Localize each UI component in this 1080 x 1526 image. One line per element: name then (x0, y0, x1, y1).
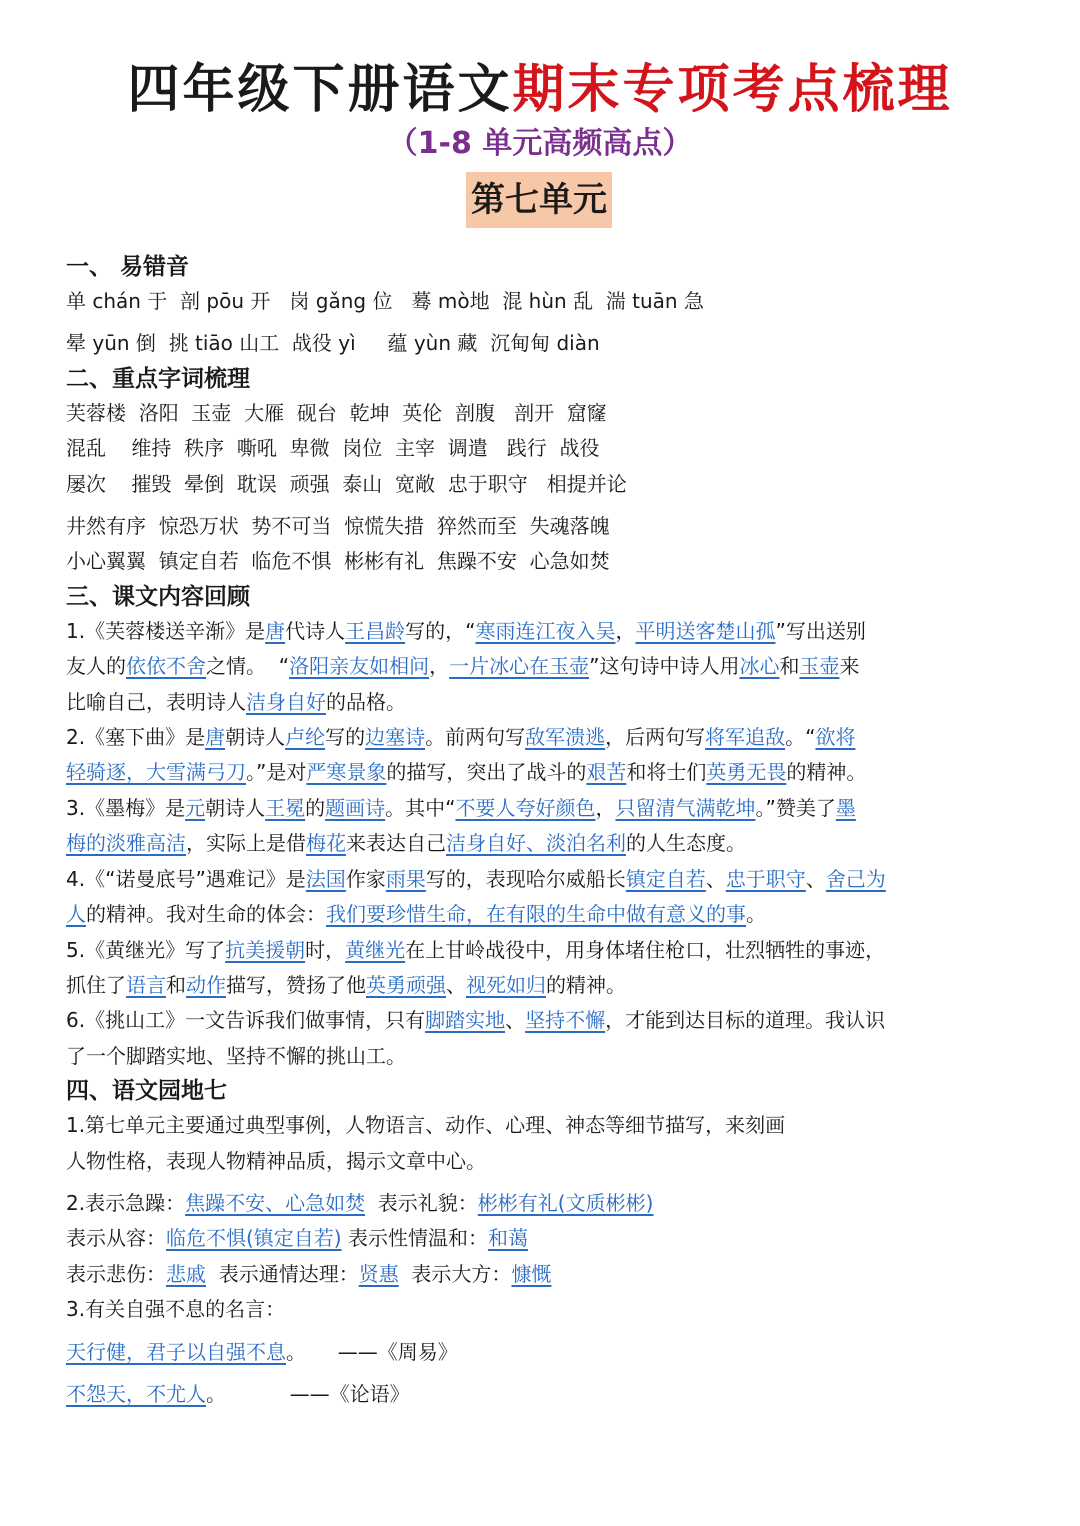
text-run: ， (615, 618, 636, 643)
answer-highlight: 雨果 (385, 866, 426, 891)
text-run: 3.有关自强不息的名言： (66, 1297, 286, 1322)
answer-highlight: 卢纶 (285, 725, 326, 750)
answer-highlight: 唐 (265, 618, 286, 643)
text-run: 和 (166, 972, 186, 997)
section (66, 1074, 1026, 1412)
section (66, 362, 1026, 580)
text-run: ， (595, 795, 616, 820)
text-line (66, 1144, 1026, 1179)
answer-highlight: 洁身自好 (246, 689, 326, 714)
page-subtitle: （1-8 单元高频高点） (387, 126, 693, 161)
text-run: 比喻自己，表明诗人 (66, 689, 246, 714)
text-line (66, 431, 1026, 466)
text-line (66, 968, 1026, 1003)
answer-highlight: 和蔼 (487, 1226, 528, 1251)
text-run: 屡次 摧毁 晕倒 耽误 顽强 泰山 宽敞 忠于职守 相提并论 (66, 471, 627, 496)
text-line (66, 933, 1026, 968)
answer-highlight: 英勇顽强 (366, 972, 446, 997)
text-run: 朝诗人 (205, 795, 266, 820)
text-run: 作家 (345, 866, 386, 891)
text-run: 。前两句写 (425, 725, 526, 750)
text-line (66, 1186, 1026, 1221)
text-run: 。“ (785, 725, 816, 750)
text-run: 抓住了 (66, 972, 126, 997)
text-line (66, 1335, 1026, 1370)
text-line (66, 544, 1026, 579)
document-body (66, 250, 1026, 1412)
answer-highlight: 慷慨 (511, 1261, 552, 1286)
text-run: 的精神。 (786, 760, 867, 785)
answer-highlight: 贤惠 (358, 1261, 399, 1286)
text-run: 表示性情温和： (341, 1226, 488, 1251)
text-run: 友人的 (66, 654, 126, 679)
text-run: 2.《塞下曲》是 (66, 725, 206, 750)
answer-highlight: 焦躁不安、心急如焚 (185, 1190, 366, 1215)
text-line (66, 1221, 1026, 1256)
answer-highlight: 欲将 (815, 725, 856, 750)
answer-highlight: 洁身自好、淡泊名利 (446, 831, 626, 856)
text-run: 。 ——《周易》 (286, 1339, 458, 1364)
answer-highlight: 黄继光 (345, 937, 406, 962)
text-run: 了一个脚踏实地、坚持不懈的挑山工。 (66, 1043, 406, 1068)
text-line (66, 284, 1026, 319)
text-line (66, 826, 1026, 861)
answer-highlight: 冰心 (739, 654, 780, 679)
answer-highlight: 洛阳亲友如相问 (289, 654, 430, 679)
text-run: 2.表示急躁： (66, 1190, 186, 1215)
answer-highlight: 唐 (205, 725, 226, 750)
text-run: 在上甘岭战役中，用身体堵住枪口，壮烈牺牲的事迹， (405, 937, 886, 962)
answer-highlight: 动作 (186, 972, 226, 997)
text-line (66, 509, 1026, 544)
answer-highlight: 寒雨连江夜入吴 (475, 618, 616, 643)
text-run: ，才能到达目标的道理。我认识 (605, 1008, 886, 1033)
text-run: 1.第七单元主要通过典型事例，人物语言、动作、心理、神态等细节描写，来刻画 (66, 1113, 786, 1138)
answer-highlight: 依依不舍 (126, 654, 206, 679)
text-run: 晕 yūn 倒 挑 tiāo 山工 战役 yì 蕴 yùn 藏 沉甸甸 diàn (66, 331, 600, 356)
text-run: 1.《芙蓉楼送辛渐》是 (66, 618, 266, 643)
section-heading: 一、 易错音 (66, 254, 190, 280)
text-run: 写的，“ (405, 618, 476, 643)
answer-highlight: 墨 (835, 795, 856, 820)
text-line (66, 649, 1026, 684)
text-run: 、 (505, 1008, 526, 1033)
text-line (66, 326, 1026, 361)
answer-highlight: 天行健，君子以自强不息 (66, 1339, 286, 1364)
text-run: 小心翼翼 镇定自若 临危不惧 彬彬有礼 焦躁不安 心急如焚 (66, 549, 610, 574)
text-run: ， (429, 654, 450, 679)
text-run: 。 ——《论语》 (206, 1381, 410, 1406)
text-run: 表示悲伤： (66, 1261, 166, 1286)
answer-highlight: 王昌龄 (345, 618, 406, 643)
answer-highlight: 玉壶 (799, 654, 840, 679)
section (66, 250, 1026, 362)
text-run: 的精神。我对生命的体会： (86, 902, 326, 927)
section-heading: 二、重点字词梳理 (66, 365, 250, 392)
text-line (66, 897, 1026, 932)
text-line (66, 862, 1026, 897)
title-red-part: 期末专项考点梳理 (512, 60, 953, 120)
text-run: 混乱 维持 秩序 嘶吼 卑微 岗位 主宰 调遣 践行 战役 (66, 436, 600, 461)
answer-highlight: 镇定自若 (625, 866, 706, 891)
text-run: 代诗人 (285, 618, 346, 643)
answer-highlight: 视死如归 (466, 972, 546, 997)
answer-highlight: 边塞诗 (365, 725, 426, 750)
answer-highlight: 轻骑逐，大雪满弓刀 (66, 760, 246, 785)
text-run: 的人生态度。 (626, 831, 746, 856)
answer-highlight: 梅花 (306, 831, 346, 856)
text-run: 写的，表现哈尔威船长 (425, 866, 626, 891)
title-black-part: 四年级下册语文 (127, 60, 513, 120)
text-run: 表示大方： (398, 1261, 512, 1286)
answer-highlight: 只留清气满乾坤 (615, 795, 756, 820)
text-run: 。”赞美了 (755, 795, 836, 820)
text-run: 井然有序 惊恐万状 势不可当 惊慌失措 猝然而至 失魂落魄 (66, 514, 610, 539)
answer-highlight: 艰苦 (586, 760, 627, 785)
text-run: 、 (705, 866, 726, 891)
text-run: 。其中“ (385, 795, 456, 820)
text-run: 的精神。 (546, 972, 626, 997)
answer-highlight: 题画诗 (325, 795, 386, 820)
answer-highlight: 不要人夸好颜色 (455, 795, 596, 820)
section-heading: 三、课文内容回顾 (66, 583, 250, 610)
text-run: 时， (305, 937, 346, 962)
text-line (66, 1292, 1026, 1327)
text-run: 和将士们 (626, 760, 707, 785)
answer-highlight: 我们要珍惜生命，在有限的生命中做有意义的事 (326, 902, 746, 927)
unit-badge: 第七单元 (466, 172, 612, 228)
text-run: 的 (305, 795, 326, 820)
answer-highlight: 抗美援朝 (225, 937, 306, 962)
answer-highlight: 一片冰心在玉壶 (449, 654, 590, 679)
answer-highlight: 脚踏实地 (425, 1008, 506, 1033)
answer-highlight: 坚持不懈 (525, 1008, 606, 1033)
answer-highlight: 舍己为 (825, 866, 886, 891)
text-run: 芙蓉楼 洛阳 玉壶 大雁 砚台 乾坤 英伦 剖腹 剖开 窟窿 (66, 400, 607, 425)
text-run: ，实际上是借 (186, 831, 306, 856)
text-run: 之情。 “ (206, 654, 290, 679)
text-run: 来 (839, 654, 860, 679)
text-run: 单 chán 于 剖 pōu 开 岗 gǎng 位 蓦 mò地 混 hùn 乱 湍 tuān 急 (66, 289, 704, 313)
answer-highlight: 平明送客楚山孤 (635, 618, 776, 643)
text-run: ”这句诗中诗人用 (589, 654, 740, 679)
text-run: ，后两句写 (605, 725, 706, 750)
text-line (66, 685, 1026, 720)
text-run: 的品格。 (326, 689, 406, 714)
text-run: 。”是对 (246, 760, 307, 785)
text-line (66, 1377, 1026, 1412)
text-run: 、 (805, 866, 826, 891)
text-run: 描写，赞扬了他 (226, 972, 366, 997)
answer-highlight: 敌军溃逃 (525, 725, 606, 750)
text-run: 表示礼貌： (365, 1190, 478, 1215)
text-line (66, 720, 1026, 755)
text-line (66, 1257, 1026, 1292)
text-run: 人物性格，表现人物精神品质，揭示文章中心。 (66, 1148, 486, 1173)
answer-highlight: 英勇无畏 (706, 760, 787, 785)
text-run: 6.《挑山工》一文告诉我们做事情，只有 (66, 1008, 426, 1033)
answer-highlight: 王冕 (265, 795, 306, 820)
answer-highlight: 不怨天，不尤人 (66, 1381, 206, 1406)
text-line (66, 1003, 1026, 1038)
text-run: 和 (779, 654, 800, 679)
text-run: 5.《黄继光》写了 (66, 937, 226, 962)
text-run: 。 (746, 902, 766, 927)
text-run: 表示从容： (66, 1226, 166, 1251)
text-run: 的描写，突出了战斗的 (386, 760, 587, 785)
section-heading: 四、语文园地七 (66, 1078, 227, 1105)
answer-highlight: 人 (66, 902, 86, 927)
text-run: 、 (446, 972, 466, 997)
answer-highlight: 梅的淡雅高洁 (66, 831, 186, 856)
answer-highlight: 将军追敌 (705, 725, 786, 750)
text-run: 4.《“诺曼底号”遇难记》是 (66, 866, 306, 891)
section (66, 580, 1026, 1074)
text-line (66, 396, 1026, 431)
answer-highlight: 元 (185, 795, 206, 820)
text-line (66, 1108, 1026, 1143)
text-line (66, 791, 1026, 826)
answer-highlight: 语言 (126, 972, 166, 997)
text-line (66, 1039, 1026, 1074)
text-run: 表示通情达理： (206, 1261, 359, 1286)
answer-highlight: 临危不惧(镇定自若) (166, 1226, 342, 1251)
answer-highlight: 法国 (305, 866, 346, 891)
answer-highlight: 忠于职守 (725, 866, 806, 891)
text-line (66, 755, 1026, 790)
text-line (66, 467, 1026, 502)
text-run: 3.《墨梅》是 (66, 795, 186, 820)
text-run: 朝诗人 (225, 725, 286, 750)
text-run: ”写出送别 (775, 618, 866, 643)
answer-highlight: 悲戚 (166, 1261, 206, 1286)
text-run: 来表达自己 (346, 831, 446, 856)
page-title (0, 58, 1080, 122)
text-line (66, 614, 1026, 649)
answer-highlight: 严寒景象 (306, 760, 387, 785)
text-run: 写的 (325, 725, 366, 750)
answer-highlight: 彬彬有礼(文质彬彬) (477, 1190, 654, 1215)
